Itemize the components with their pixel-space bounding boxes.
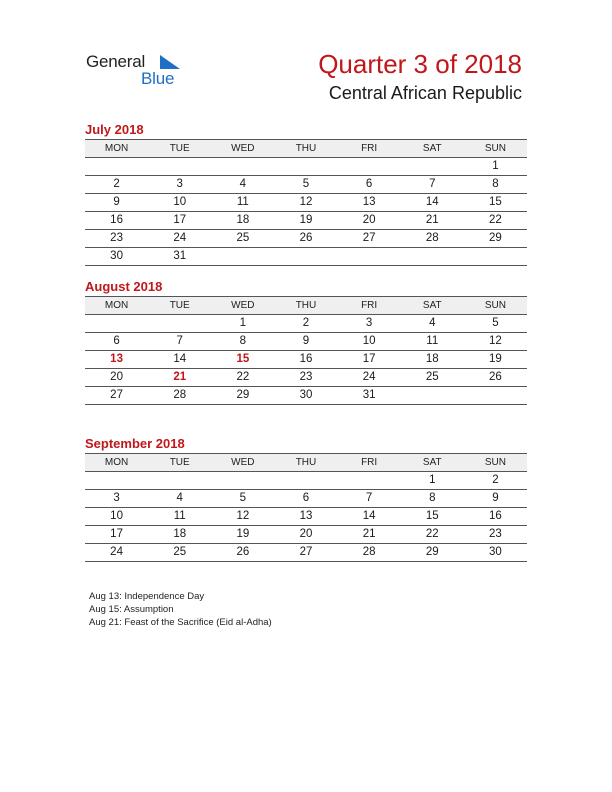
day-cell: 24 (110, 546, 123, 558)
day-cell: 13 (362, 196, 376, 208)
day-cell: 21 (173, 371, 187, 383)
day-cell: 11 (426, 335, 439, 347)
day-cell: 25 (236, 232, 250, 244)
day-cell: 17 (173, 214, 187, 226)
weekday-label: SUN (484, 300, 506, 311)
day-cell: 2 (113, 178, 120, 190)
day-cell: 25 (173, 546, 187, 558)
day-cell: 23 (299, 371, 313, 383)
day-cell: 4 (239, 178, 247, 190)
day-cell: 29 (425, 546, 439, 558)
day-cell: 16 (110, 214, 123, 226)
day-cell: 13 (299, 510, 313, 522)
week-row (85, 350, 527, 368)
month-august (85, 278, 527, 405)
empty-day-cell (148, 472, 211, 489)
week-row (85, 247, 527, 266)
day-cell: 3 (113, 492, 120, 504)
empty-day-cell (338, 472, 401, 489)
day-cell: 14 (362, 510, 376, 522)
month-title: August 2018 (85, 279, 163, 294)
day-cell: 12 (236, 510, 250, 522)
weekday-label: THU (295, 300, 317, 311)
day-cell: 7 (365, 492, 373, 504)
day-cell: 5 (302, 178, 310, 190)
day-cell: 10 (173, 196, 187, 208)
logo-triangle-icon (160, 55, 180, 69)
day-cell: 15 (489, 196, 502, 208)
empty-day-cell (211, 472, 274, 489)
weekday-label: FRI (361, 143, 378, 154)
day-cell: 19 (236, 528, 250, 540)
day-cell: 6 (365, 178, 373, 190)
week-row (85, 471, 527, 489)
week-row (85, 229, 527, 247)
quarter-title: Quarter 3 of 2018 (318, 49, 522, 79)
empty-day-cell (211, 248, 274, 265)
day-cell: 14 (173, 353, 187, 365)
day-cell: 6 (302, 492, 310, 504)
empty-day-cell (85, 158, 148, 175)
empty-day-cell (274, 472, 337, 489)
day-cell: 11 (173, 510, 186, 522)
weekday-label: SAT (422, 143, 442, 154)
day-cell: 23 (489, 528, 502, 540)
weekday-label: FRI (361, 457, 378, 468)
day-cell: 2 (492, 474, 499, 486)
day-cell: 3 (365, 317, 373, 329)
day-cell: 6 (113, 335, 120, 347)
holiday-note: Aug 15: Assumption (89, 604, 174, 615)
week-row (85, 368, 527, 386)
day-cell: 8 (239, 335, 247, 347)
day-cell: 30 (110, 250, 123, 262)
day-cell: 27 (362, 232, 376, 244)
day-cell: 19 (299, 214, 313, 226)
day-cell: 12 (299, 196, 313, 208)
empty-day-cell (211, 158, 274, 175)
day-cell: 16 (489, 510, 502, 522)
day-cell: 7 (176, 335, 183, 347)
day-cell: 28 (362, 546, 376, 558)
day-cell: 4 (429, 317, 436, 329)
empty-day-cell (274, 158, 337, 175)
day-cell: 13 (110, 353, 123, 365)
weekday-label: SUN (484, 457, 506, 468)
weekday-header-row (85, 296, 527, 314)
weekday-label: SAT (422, 457, 442, 468)
day-cell: 26 (236, 546, 250, 558)
day-cell: 9 (492, 492, 499, 504)
day-cell: 28 (173, 389, 187, 401)
empty-day-cell (274, 248, 337, 265)
day-cell: 9 (113, 196, 120, 208)
weekday-header-row (85, 139, 527, 157)
day-cell: 18 (173, 528, 187, 540)
day-cell: 15 (236, 353, 250, 365)
day-cell: 31 (362, 389, 376, 401)
day-cell: 1 (429, 474, 436, 486)
day-cell: 31 (173, 250, 187, 262)
day-cell: 20 (362, 214, 376, 226)
week-row (85, 489, 527, 507)
weekday-label: WED (231, 300, 255, 311)
empty-day-cell (85, 315, 148, 332)
month-title: September 2018 (85, 436, 185, 451)
day-cell: 24 (173, 232, 187, 244)
day-cell: 25 (425, 371, 439, 383)
day-cell: 17 (110, 528, 123, 540)
empty-day-cell (338, 158, 401, 175)
empty-day-cell (464, 387, 527, 404)
day-cell: 16 (299, 353, 313, 365)
weekday-label: TUE (169, 300, 190, 311)
empty-day-cell (148, 158, 211, 175)
day-cell: 2 (302, 317, 310, 329)
day-cell: 26 (299, 232, 313, 244)
weekday-label: MON (104, 143, 129, 154)
empty-day-cell (401, 387, 464, 404)
empty-day-cell (401, 248, 464, 265)
weekday-header-row (85, 453, 527, 471)
weekday-label: WED (231, 143, 255, 154)
holiday-notes (89, 590, 272, 629)
weekday-label: MON (104, 300, 129, 311)
day-cell: 29 (489, 232, 502, 244)
week-row (85, 175, 527, 193)
day-cell: 29 (236, 389, 250, 401)
day-cell: 1 (239, 317, 247, 329)
week-row (85, 525, 527, 543)
weekday-label: THU (295, 457, 317, 468)
day-cell: 10 (362, 335, 376, 347)
day-cell: 11 (236, 196, 249, 208)
day-cell: 14 (425, 196, 439, 208)
day-cell: 1 (492, 160, 499, 172)
month-title: July 2018 (85, 122, 144, 137)
logo-text-blue: Blue (141, 69, 175, 88)
day-cell: 26 (489, 371, 502, 383)
day-cell: 28 (425, 232, 439, 244)
day-cell: 27 (110, 389, 123, 401)
weekday-label: TUE (169, 457, 190, 468)
day-cell: 8 (492, 178, 499, 190)
day-cell: 22 (489, 214, 502, 226)
day-cell: 24 (362, 371, 376, 383)
day-cell: 5 (492, 317, 499, 329)
week-row (85, 332, 527, 350)
empty-day-cell (464, 248, 527, 265)
day-cell: 3 (176, 178, 183, 190)
day-cell: 9 (302, 335, 310, 347)
week-row (85, 543, 527, 562)
empty-day-cell (85, 472, 148, 489)
day-cell: 12 (489, 335, 502, 347)
weekday-label: FRI (361, 300, 378, 311)
weekday-label: SUN (484, 143, 506, 154)
weekday-label: THU (295, 143, 317, 154)
week-row (85, 507, 527, 525)
day-cell: 23 (110, 232, 123, 244)
day-cell: 4 (176, 492, 183, 504)
day-cell: 8 (429, 492, 436, 504)
day-cell: 22 (236, 371, 250, 383)
day-cell: 18 (236, 214, 250, 226)
day-cell: 17 (362, 353, 376, 365)
day-cell: 5 (239, 492, 247, 504)
day-cell: 30 (489, 546, 502, 558)
day-cell: 10 (110, 510, 123, 522)
empty-day-cell (148, 315, 211, 332)
day-cell: 18 (425, 353, 439, 365)
weekday-label: MON (104, 457, 129, 468)
country-name: Central African Republic (328, 83, 522, 103)
day-cell: 22 (425, 528, 439, 540)
day-cell: 30 (299, 389, 313, 401)
day-cell: 7 (429, 178, 436, 190)
week-row (85, 193, 527, 211)
day-cell: 15 (425, 510, 439, 522)
day-cell: 21 (425, 214, 439, 226)
empty-day-cell (338, 248, 401, 265)
week-row (85, 386, 527, 405)
day-cell: 19 (489, 353, 502, 365)
week-row (85, 314, 527, 332)
weekday-label: SAT (422, 300, 442, 311)
day-cell: 20 (299, 528, 313, 540)
month-september (85, 435, 527, 562)
day-cell: 20 (110, 371, 123, 383)
day-cell: 27 (299, 546, 313, 558)
weekday-label: WED (231, 457, 255, 468)
weekday-label: TUE (169, 143, 190, 154)
holiday-note: Aug 21: Feast of the Sacrifice (Eid al-Adha) (89, 617, 272, 628)
logo (86, 52, 186, 92)
logo-text-general: General (86, 52, 146, 71)
holiday-note: Aug 13: Independence Day (89, 591, 205, 602)
month-july (85, 121, 527, 266)
week-row (85, 157, 527, 175)
empty-day-cell (401, 158, 464, 175)
day-cell: 21 (362, 528, 376, 540)
week-row (85, 211, 527, 229)
